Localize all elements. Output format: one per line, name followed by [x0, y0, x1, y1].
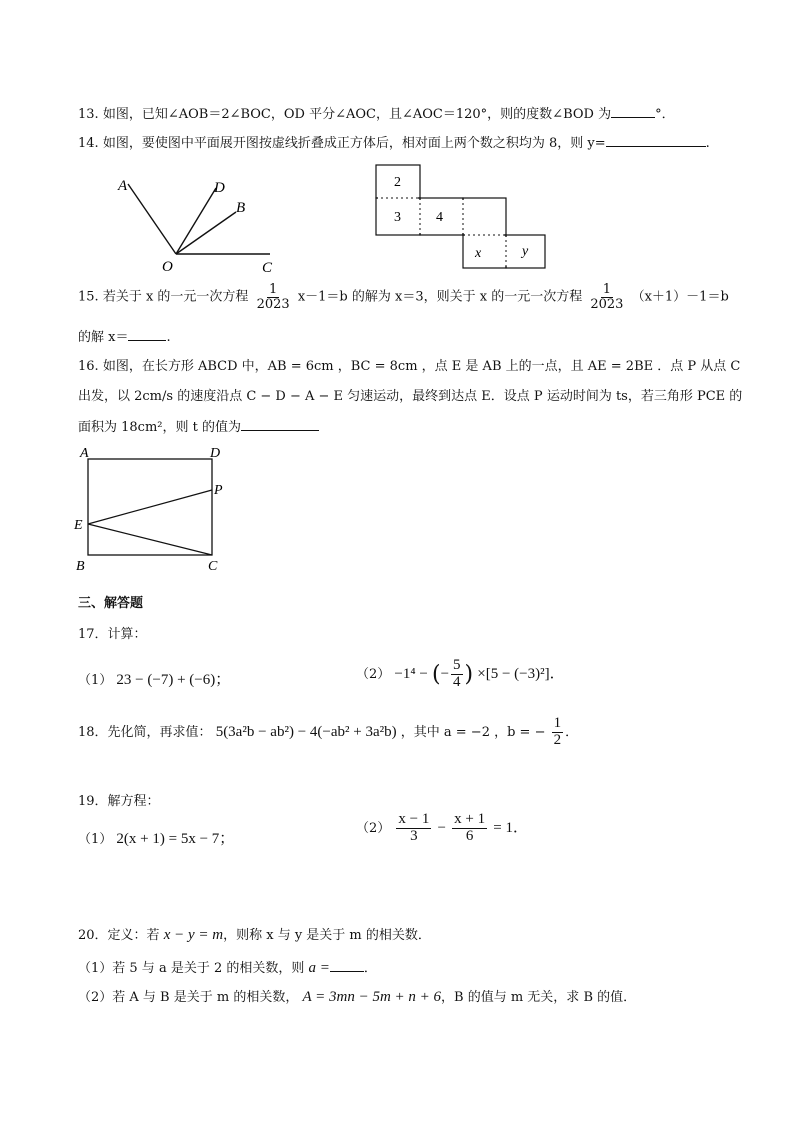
q18-expr: 5(3a²b − ab²) − 4(−ab² + 3a²b)	[215, 723, 397, 740]
q17-part2: （2） −1⁴ − (− $\frac{5}{4}$ ) ×[5 − (−3)²]．	[356, 657, 565, 690]
q15-tail: .	[166, 330, 171, 345]
label-c: C	[208, 559, 218, 574]
ray-od	[176, 188, 216, 254]
q16-line2: 出发，以 2cm/s 的速度沿点 C − D − A − E 匀速运动，最终到达点 E．设点 P 运动时间为 ts，若三角形 PCE 的	[78, 389, 743, 404]
q15-number: 15.	[78, 289, 99, 305]
q20-p2-expr: A = 3mn − 5m + n + 6	[302, 989, 442, 1005]
q18-tail: ．	[565, 724, 579, 740]
q20-answer-blank[interactable]	[330, 957, 364, 972]
q20-p1: （1）若 5 与 a 是关于 2 的相关数，则	[78, 961, 305, 976]
net-value-2: 2	[394, 175, 401, 190]
q20-p2-post: ，B 的值与 m 无关，求 B 的值．	[441, 990, 637, 1005]
q15-line2: 的解 x＝	[78, 330, 129, 345]
question-20	[78, 924, 431, 944]
q14-text: 如图，要使图中平面展开图按虚线折叠成正方体后，相对面上两个数之积均为 8，则 y=	[102, 136, 606, 151]
q15-fraction-1: $\frac{1}{2023}$	[256, 282, 290, 312]
net-cell-empty	[463, 198, 506, 235]
q18-mid: ，其中 a = −2 ，b = −	[400, 724, 546, 740]
q17-p2-fraction: $\frac{5}{4}$	[453, 657, 461, 690]
q20-line1-post: ，则称 x 与 y 是关于 m 的相关数．	[223, 928, 431, 943]
q14-number: 14.	[78, 136, 99, 151]
q16-answer-blank[interactable]	[241, 416, 319, 431]
q17-title: 17．计算：	[78, 627, 147, 642]
q20-part2	[78, 986, 636, 1006]
label-p: P	[214, 483, 223, 498]
angle-figure	[110, 172, 290, 277]
q19-p2-label: （2）	[356, 820, 391, 836]
q19-p2-fraction-2: $\frac{x + 1}{6}$	[454, 811, 486, 844]
question-16-line3	[78, 416, 319, 435]
q17-p2-label: （2）	[356, 666, 391, 682]
net-value-4: 4	[436, 210, 443, 225]
q19-p2-minus: −	[437, 819, 446, 836]
net-cell-x	[463, 235, 506, 268]
q19-part1	[78, 827, 234, 848]
q20-line1-expr: x − y = m	[163, 927, 224, 943]
q20-p2-pre: （2）若 A 与 B 是关于 m 的相关数，	[78, 990, 299, 1005]
label-e: E	[74, 518, 83, 533]
q13-answer-blank[interactable]	[611, 103, 655, 118]
question-18	[78, 716, 578, 749]
label-b: B	[236, 200, 246, 216]
label-d: D	[214, 180, 225, 196]
q19-title: 19．解方程：	[78, 794, 160, 809]
q15-answer-blank[interactable]	[128, 326, 166, 341]
net-value-x: x	[475, 246, 482, 261]
q13-tail: °．	[655, 107, 675, 122]
label-a: A	[80, 446, 89, 461]
q17-p2-expr-a: −1⁴ −	[394, 665, 428, 682]
question-16-line1	[78, 355, 740, 374]
q17-p1-label: （1）	[78, 673, 113, 688]
q19-p1-label: （1）	[78, 832, 113, 847]
fold-lines	[376, 198, 506, 268]
q19-p2-fraction-1: $\frac{x - 1}{3}$	[398, 811, 430, 844]
rectangle-figure	[72, 444, 242, 574]
label-a: A	[118, 178, 128, 194]
question-13	[78, 103, 675, 122]
segment-ec	[88, 524, 212, 555]
net-value-y: y	[522, 244, 529, 259]
q17-paren-open: (	[431, 661, 441, 687]
ray-oa	[128, 184, 176, 254]
q13-text: 如图，已知∠AOB＝2∠BOC，OD 平分∠AOC，且∠AOC＝120°，则的度数∠BOD 为	[102, 107, 612, 122]
segment-ep	[88, 490, 212, 524]
q15-fraction-2: $\frac{1}{2023}$	[590, 282, 624, 312]
cube-net-figure	[370, 160, 555, 272]
q15-mid1: x－1＝b 的解为 x＝3，则关于 x 的一元一次方程	[297, 289, 583, 305]
question-15-line2	[78, 326, 171, 345]
q17-paren-close: )	[464, 661, 474, 687]
q17-p1-expr: 23 − (−7) + (−6)；	[116, 672, 231, 688]
q13-number: 13.	[78, 107, 99, 122]
q17-part1	[78, 668, 230, 689]
q19-p2-tail: = 1．	[493, 819, 528, 836]
q18-fraction: $\frac{1}{2}$	[553, 715, 562, 748]
label-b: B	[76, 559, 85, 574]
q20-line1-pre: 20．定义：若	[78, 928, 160, 943]
q20-p1-tail: ．	[363, 961, 377, 976]
q16-line1: 如图，在长方形 ABCD 中，AB = 6cm ，BC = 8cm ，点 E 是 AB 上的一点，且 AE = 2BE ．点 P 从点 C	[102, 359, 741, 374]
ray-ob	[176, 212, 236, 254]
q20-part1	[78, 957, 377, 977]
section-title: 三、解答题	[78, 596, 144, 611]
q14-answer-blank[interactable]	[606, 132, 706, 147]
question-16-line2	[78, 385, 742, 404]
q19-p1-expr: 2(x + 1) = 5x − 7；	[116, 831, 235, 847]
q16-line3: 面积为 18cm²，则 t 的值为	[78, 420, 241, 435]
q14-tail: .	[705, 136, 710, 151]
net-value-3: 3	[394, 210, 401, 225]
label-c: C	[262, 260, 273, 276]
q20-p1-expr: a =	[308, 960, 330, 976]
q17-p2-expr-b: ×[5 − (−3)²]．	[477, 665, 565, 682]
label-o: O	[162, 259, 173, 275]
question-15	[78, 283, 729, 311]
label-d: D	[210, 446, 221, 461]
q15-pre: 若关于 x 的一元一次方程	[102, 289, 249, 305]
q16-number: 16.	[78, 359, 99, 374]
q19-part2	[356, 812, 528, 845]
q15-mid2: （x＋1）－1＝b	[631, 289, 729, 305]
q18-pre: 18．先化简，再求值：	[78, 724, 212, 740]
question-14	[78, 132, 710, 151]
